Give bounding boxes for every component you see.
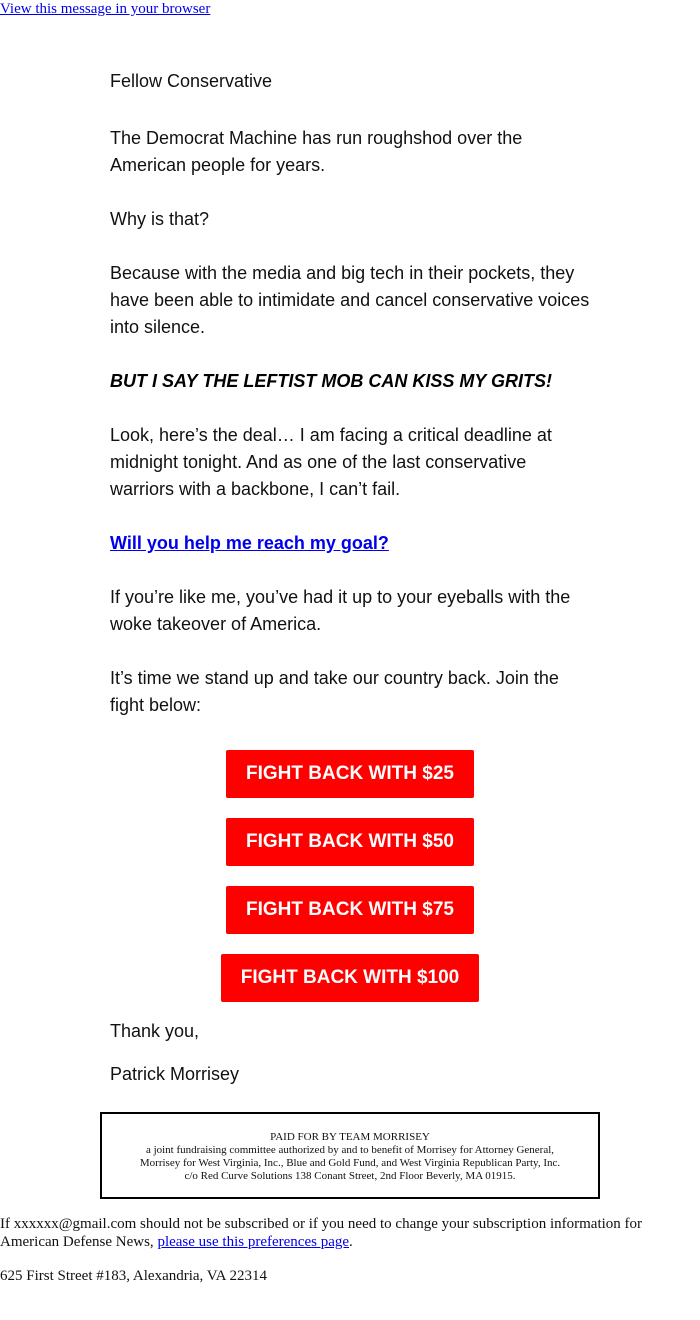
disclaimer-line-1: PAID FOR BY TEAM MORRISEY (270, 1131, 430, 1143)
greeting: Fellow Conservative (110, 71, 273, 91)
fight-back-25-button[interactable]: FIGHT BACK WITH $25 (226, 750, 474, 798)
help-goal-link[interactable]: Will you help me reach my goal? (110, 533, 389, 553)
mailing-address: 625 First Street #183, Alexandria, VA 22314 (0, 1268, 267, 1284)
paid-for-disclaimer-box (100, 1112, 600, 1199)
disclaimer-line-4: c/o Red Curve Solutions 138 Conant Street, 2nd Floor Beverly, MA 01915. (184, 1170, 516, 1182)
paragraph-1: The Democrat Machine has run roughshod over the American people for years. (110, 128, 523, 175)
emphasis-paragraph: BUT I SAY THE LEFTIST MOB CAN KISS MY GRITS! (110, 371, 553, 391)
thanks-text: Thank you, (110, 1021, 200, 1041)
paragraph-5: Look, here’s the deal… I am facing a critical deadline at midnight tonight. And as one of the last conservative warriors with a backbone, I can’t fail. (110, 425, 552, 499)
subscription-footer (0, 1215, 700, 1251)
signature: Patrick Morrisey (110, 1064, 240, 1084)
disclaimer-line-2: a joint fundraising committee authorized by and to benefit of Morrisey for Attorney General, (145, 1144, 555, 1156)
help-paragraph (110, 530, 600, 557)
fight-back-100-button[interactable]: FIGHT BACK WITH $100 (221, 954, 479, 1002)
fight-back-50-button[interactable]: FIGHT BACK WITH $50 (226, 818, 474, 866)
paragraph-2: Why is that? (110, 209, 210, 229)
paragraph-6: If you’re like me, you’ve had it up to your eyeballs with the woke takeover of America. (110, 587, 571, 634)
footer-period: . (349, 1234, 353, 1250)
paragraph-3: Because with the media and big tech in their pockets, they have been able to intimidate and cancel conservative voices into silence. (110, 263, 590, 337)
unsubscribe-text: If xxxxxx@gmail.com should not be subscribed or if you need to change your subscription information for American Defense News, (0, 1216, 643, 1250)
fight-back-75-button[interactable]: FIGHT BACK WITH $75 (226, 886, 474, 934)
preferences-page-link[interactable]: please use this preferences page (157, 1234, 350, 1250)
paragraph-7: It’s time we stand up and take our country back. Join the fight below: (110, 668, 559, 715)
disclaimer-line-3: Morrisey for West Virginia, Inc., Blue and Gold Fund, and West Virginia Republican Party, Inc. (139, 1157, 561, 1169)
view-in-browser-link[interactable]: View this message in your browser (0, 1, 211, 17)
